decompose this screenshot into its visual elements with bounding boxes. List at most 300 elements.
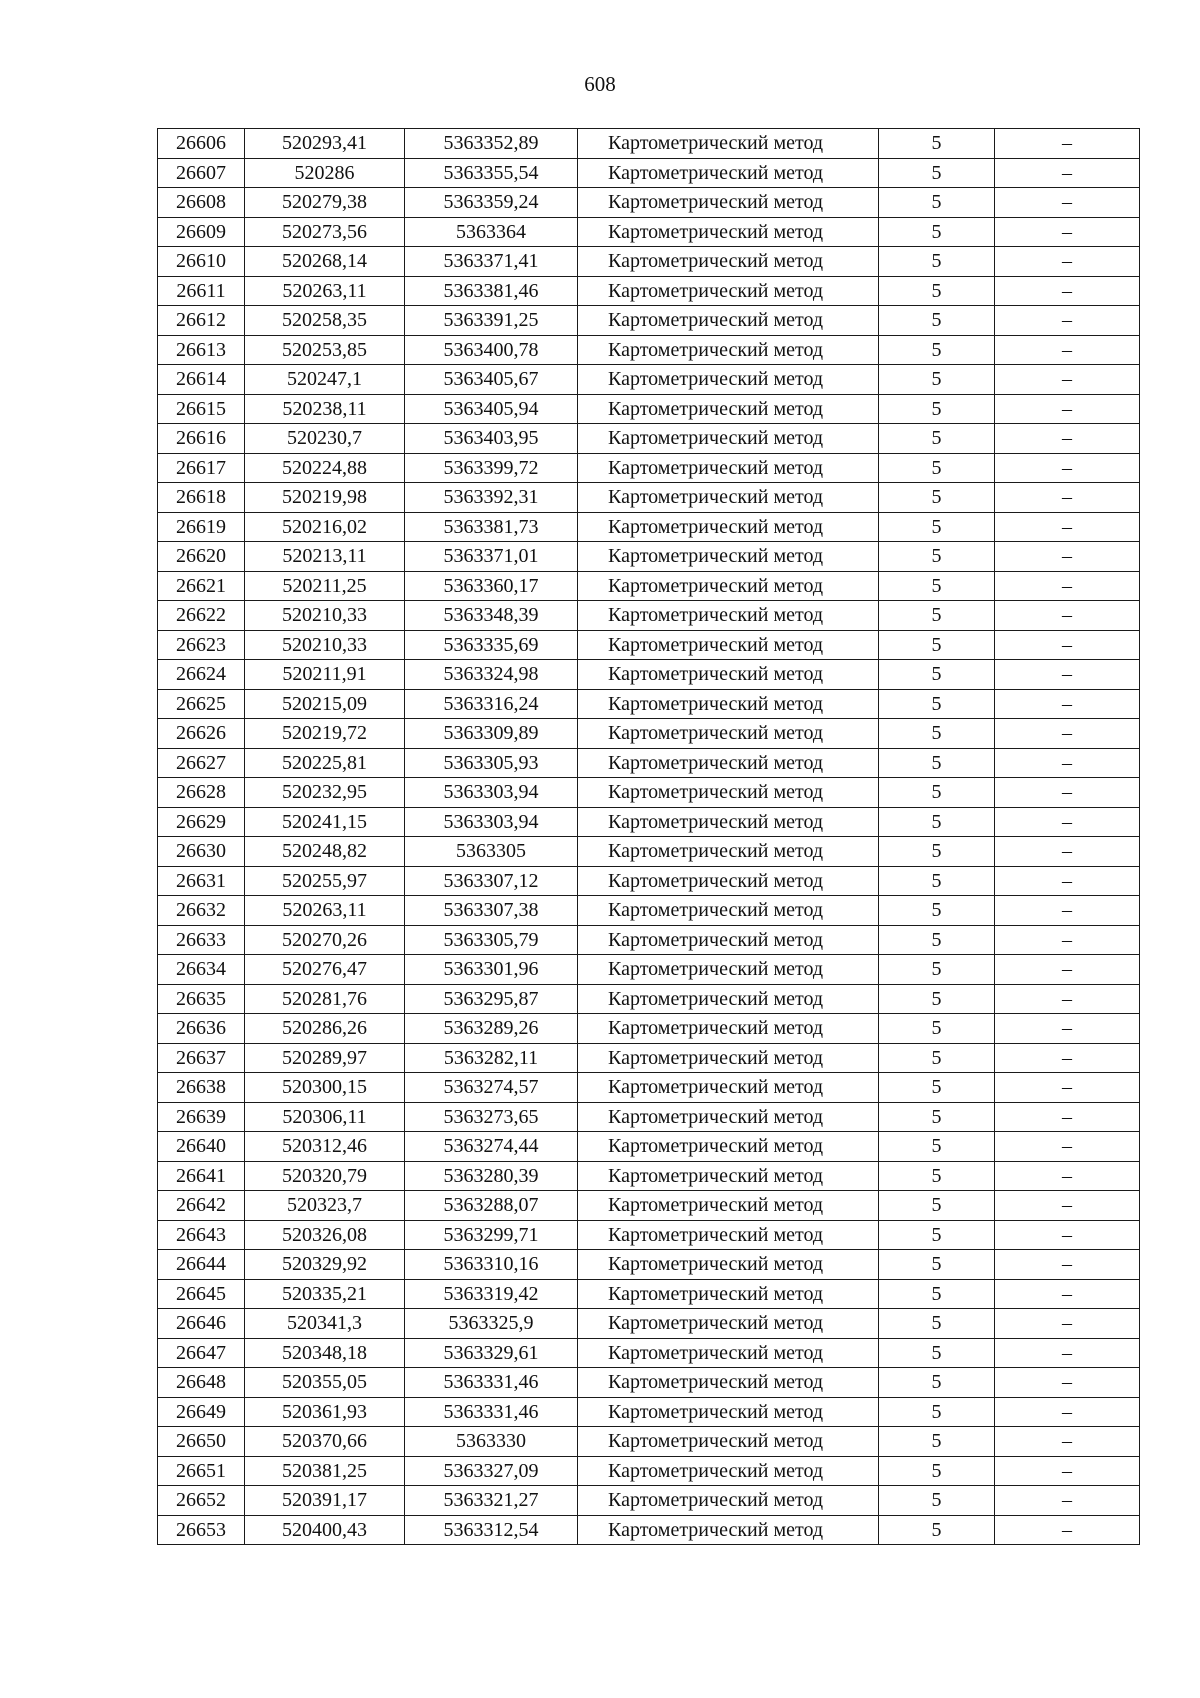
table-row (158, 660, 1140, 690)
point-number-cell: 26653 (158, 1515, 245, 1545)
x-coordinate-cell: 520219,98 (245, 483, 405, 513)
accuracy-cell: 5 (879, 424, 995, 454)
accuracy-cell: 5 (879, 1191, 995, 1221)
accuracy-cell: 5 (879, 984, 995, 1014)
table-row (158, 1515, 1140, 1545)
method-cell: Картометрический метод (578, 571, 879, 601)
accuracy-cell: 5 (879, 807, 995, 837)
point-number-cell: 26622 (158, 601, 245, 631)
table-row (158, 1132, 1140, 1162)
accuracy-cell: 5 (879, 542, 995, 572)
method-cell: Картометрический метод (578, 1515, 879, 1545)
description-cell: – (995, 571, 1140, 601)
method-cell: Картометрический метод (578, 217, 879, 247)
point-number-cell: 26624 (158, 660, 245, 690)
y-coordinate-cell: 5363364 (405, 217, 578, 247)
x-coordinate-cell: 520268,14 (245, 247, 405, 277)
y-coordinate-cell: 5363274,57 (405, 1073, 578, 1103)
table-row (158, 158, 1140, 188)
point-number-cell: 26606 (158, 129, 245, 159)
x-coordinate-cell: 520281,76 (245, 984, 405, 1014)
method-cell: Картометрический метод (578, 630, 879, 660)
point-number-cell: 26620 (158, 542, 245, 572)
y-coordinate-cell: 5363288,07 (405, 1191, 578, 1221)
y-coordinate-cell: 5363403,95 (405, 424, 578, 454)
description-cell: – (995, 807, 1140, 837)
accuracy-cell: 5 (879, 689, 995, 719)
method-cell: Картометрический метод (578, 1338, 879, 1368)
description-cell: – (995, 719, 1140, 749)
point-number-cell: 26615 (158, 394, 245, 424)
table-row (158, 925, 1140, 955)
method-cell: Картометрический метод (578, 601, 879, 631)
accuracy-cell: 5 (879, 1161, 995, 1191)
method-cell: Картометрический метод (578, 1368, 879, 1398)
accuracy-cell: 5 (879, 601, 995, 631)
y-coordinate-cell: 5363330 (405, 1427, 578, 1457)
description-cell: – (995, 424, 1140, 454)
y-coordinate-cell: 5363329,61 (405, 1338, 578, 1368)
point-number-cell: 26635 (158, 984, 245, 1014)
method-cell: Картометрический метод (578, 866, 879, 896)
y-coordinate-cell: 5363324,98 (405, 660, 578, 690)
table-row (158, 424, 1140, 454)
x-coordinate-cell: 520286,26 (245, 1014, 405, 1044)
y-coordinate-cell: 5363381,73 (405, 512, 578, 542)
point-number-cell: 26627 (158, 748, 245, 778)
table-row (158, 1309, 1140, 1339)
accuracy-cell: 5 (879, 1486, 995, 1516)
point-number-cell: 26632 (158, 896, 245, 926)
description-cell: – (995, 1250, 1140, 1280)
description-cell: – (995, 689, 1140, 719)
y-coordinate-cell: 5363391,25 (405, 306, 578, 336)
accuracy-cell: 5 (879, 1279, 995, 1309)
table-row (158, 453, 1140, 483)
y-coordinate-cell: 5363360,17 (405, 571, 578, 601)
description-cell: – (995, 1368, 1140, 1398)
accuracy-cell: 5 (879, 1368, 995, 1398)
table-row (158, 1102, 1140, 1132)
table-row (158, 955, 1140, 985)
description-cell: – (995, 748, 1140, 778)
description-cell: – (995, 129, 1140, 159)
table-row (158, 1397, 1140, 1427)
accuracy-cell: 5 (879, 719, 995, 749)
x-coordinate-cell: 520335,21 (245, 1279, 405, 1309)
method-cell: Картометрический метод (578, 1220, 879, 1250)
y-coordinate-cell: 5363371,41 (405, 247, 578, 277)
table-row (158, 1456, 1140, 1486)
accuracy-cell: 5 (879, 837, 995, 867)
description-cell: – (995, 1191, 1140, 1221)
point-number-cell: 26619 (158, 512, 245, 542)
y-coordinate-cell: 5363303,94 (405, 807, 578, 837)
table-row (158, 984, 1140, 1014)
method-cell: Картометрический метод (578, 129, 879, 159)
accuracy-cell: 5 (879, 365, 995, 395)
point-number-cell: 26623 (158, 630, 245, 660)
table-row (158, 542, 1140, 572)
description-cell: – (995, 778, 1140, 808)
point-number-cell: 26609 (158, 217, 245, 247)
x-coordinate-cell: 520213,11 (245, 542, 405, 572)
table-row (158, 1043, 1140, 1073)
description-cell: – (995, 837, 1140, 867)
accuracy-cell: 5 (879, 896, 995, 926)
x-coordinate-cell: 520306,11 (245, 1102, 405, 1132)
description-cell: – (995, 925, 1140, 955)
y-coordinate-cell: 5363282,11 (405, 1043, 578, 1073)
x-coordinate-cell: 520370,66 (245, 1427, 405, 1457)
method-cell: Картометрический метод (578, 424, 879, 454)
point-number-cell: 26647 (158, 1338, 245, 1368)
table-row (158, 1191, 1140, 1221)
description-cell: – (995, 1161, 1140, 1191)
y-coordinate-cell: 5363352,89 (405, 129, 578, 159)
method-cell: Картометрический метод (578, 1456, 879, 1486)
method-cell: Картометрический метод (578, 188, 879, 218)
x-coordinate-cell: 520241,15 (245, 807, 405, 837)
x-coordinate-cell: 520215,09 (245, 689, 405, 719)
x-coordinate-cell: 520273,56 (245, 217, 405, 247)
x-coordinate-cell: 520391,17 (245, 1486, 405, 1516)
x-coordinate-cell: 520286 (245, 158, 405, 188)
description-cell: – (995, 188, 1140, 218)
table-row (158, 1338, 1140, 1368)
description-cell: – (995, 866, 1140, 896)
table-row (158, 1220, 1140, 1250)
y-coordinate-cell: 5363274,44 (405, 1132, 578, 1162)
description-cell: – (995, 158, 1140, 188)
y-coordinate-cell: 5363307,38 (405, 896, 578, 926)
method-cell: Картометрический метод (578, 778, 879, 808)
description-cell: – (995, 1102, 1140, 1132)
accuracy-cell: 5 (879, 955, 995, 985)
accuracy-cell: 5 (879, 247, 995, 277)
description-cell: – (995, 247, 1140, 277)
y-coordinate-cell: 5363319,42 (405, 1279, 578, 1309)
table-row (158, 630, 1140, 660)
point-number-cell: 26649 (158, 1397, 245, 1427)
description-cell: – (995, 1515, 1140, 1545)
point-number-cell: 26608 (158, 188, 245, 218)
x-coordinate-cell: 520355,05 (245, 1368, 405, 1398)
point-number-cell: 26618 (158, 483, 245, 513)
y-coordinate-cell: 5363335,69 (405, 630, 578, 660)
x-coordinate-cell: 520326,08 (245, 1220, 405, 1250)
point-number-cell: 26645 (158, 1279, 245, 1309)
table-row (158, 483, 1140, 513)
table-row (158, 689, 1140, 719)
table-row (158, 1073, 1140, 1103)
method-cell: Картометрический метод (578, 689, 879, 719)
accuracy-cell: 5 (879, 1220, 995, 1250)
table-row (158, 217, 1140, 247)
x-coordinate-cell: 520348,18 (245, 1338, 405, 1368)
accuracy-cell: 5 (879, 866, 995, 896)
y-coordinate-cell: 5363399,72 (405, 453, 578, 483)
point-number-cell: 26650 (158, 1427, 245, 1457)
description-cell: – (995, 1043, 1140, 1073)
table-row (158, 601, 1140, 631)
method-cell: Картометрический метод (578, 1132, 879, 1162)
x-coordinate-cell: 520216,02 (245, 512, 405, 542)
y-coordinate-cell: 5363348,39 (405, 601, 578, 631)
point-number-cell: 26652 (158, 1486, 245, 1516)
coordinates-table-body (158, 129, 1140, 1545)
y-coordinate-cell: 5363405,94 (405, 394, 578, 424)
x-coordinate-cell: 520341,3 (245, 1309, 405, 1339)
y-coordinate-cell: 5363371,01 (405, 542, 578, 572)
point-number-cell: 26646 (158, 1309, 245, 1339)
x-coordinate-cell: 520247,1 (245, 365, 405, 395)
y-coordinate-cell: 5363392,31 (405, 483, 578, 513)
table-row (158, 807, 1140, 837)
method-cell: Картометрический метод (578, 1309, 879, 1339)
description-cell: – (995, 896, 1140, 926)
x-coordinate-cell: 520211,25 (245, 571, 405, 601)
table-row (158, 1161, 1140, 1191)
method-cell: Картометрический метод (578, 542, 879, 572)
y-coordinate-cell: 5363310,16 (405, 1250, 578, 1280)
accuracy-cell: 5 (879, 217, 995, 247)
x-coordinate-cell: 520323,7 (245, 1191, 405, 1221)
point-number-cell: 26642 (158, 1191, 245, 1221)
table-row (158, 512, 1140, 542)
y-coordinate-cell: 5363305,79 (405, 925, 578, 955)
point-number-cell: 26613 (158, 335, 245, 365)
point-number-cell: 26610 (158, 247, 245, 277)
accuracy-cell: 5 (879, 158, 995, 188)
point-number-cell: 26630 (158, 837, 245, 867)
accuracy-cell: 5 (879, 1456, 995, 1486)
method-cell: Картометрический метод (578, 896, 879, 926)
point-number-cell: 26607 (158, 158, 245, 188)
point-number-cell: 26617 (158, 453, 245, 483)
table-row (158, 866, 1140, 896)
point-number-cell: 26612 (158, 306, 245, 336)
method-cell: Картометрический метод (578, 394, 879, 424)
point-number-cell: 26614 (158, 365, 245, 395)
description-cell: – (995, 1073, 1140, 1103)
x-coordinate-cell: 520210,33 (245, 601, 405, 631)
y-coordinate-cell: 5363381,46 (405, 276, 578, 306)
description-cell: – (995, 365, 1140, 395)
table-row (158, 394, 1140, 424)
method-cell: Картометрический метод (578, 1014, 879, 1044)
description-cell: – (995, 1397, 1140, 1427)
table-row (158, 188, 1140, 218)
x-coordinate-cell: 520400,43 (245, 1515, 405, 1545)
description-cell: – (995, 1486, 1140, 1516)
accuracy-cell: 5 (879, 1515, 995, 1545)
table-row (158, 719, 1140, 749)
method-cell: Картометрический метод (578, 453, 879, 483)
description-cell: – (995, 276, 1140, 306)
method-cell: Картометрический метод (578, 1486, 879, 1516)
x-coordinate-cell: 520224,88 (245, 453, 405, 483)
description-cell: – (995, 512, 1140, 542)
accuracy-cell: 5 (879, 129, 995, 159)
table-row (158, 748, 1140, 778)
y-coordinate-cell: 5363273,65 (405, 1102, 578, 1132)
table-row (158, 1427, 1140, 1457)
x-coordinate-cell: 520258,35 (245, 306, 405, 336)
x-coordinate-cell: 520312,46 (245, 1132, 405, 1162)
method-cell: Картометрический метод (578, 1043, 879, 1073)
method-cell: Картометрический метод (578, 247, 879, 277)
x-coordinate-cell: 520289,97 (245, 1043, 405, 1073)
description-cell: – (995, 1279, 1140, 1309)
x-coordinate-cell: 520293,41 (245, 129, 405, 159)
table-row (158, 365, 1140, 395)
description-cell: – (995, 1427, 1140, 1457)
table-row (158, 247, 1140, 277)
x-coordinate-cell: 520255,97 (245, 866, 405, 896)
y-coordinate-cell: 5363303,94 (405, 778, 578, 808)
method-cell: Картометрический метод (578, 158, 879, 188)
method-cell: Картометрический метод (578, 1279, 879, 1309)
table-row (158, 896, 1140, 926)
y-coordinate-cell: 5363307,12 (405, 866, 578, 896)
description-cell: – (995, 1338, 1140, 1368)
y-coordinate-cell: 5363295,87 (405, 984, 578, 1014)
method-cell: Картометрический метод (578, 955, 879, 985)
description-cell: – (995, 394, 1140, 424)
method-cell: Картометрический метод (578, 1102, 879, 1132)
table-row (158, 837, 1140, 867)
x-coordinate-cell: 520232,95 (245, 778, 405, 808)
accuracy-cell: 5 (879, 748, 995, 778)
accuracy-cell: 5 (879, 1427, 995, 1457)
x-coordinate-cell: 520263,11 (245, 896, 405, 926)
table-row (158, 1014, 1140, 1044)
y-coordinate-cell: 5363309,89 (405, 719, 578, 749)
accuracy-cell: 5 (879, 1043, 995, 1073)
method-cell: Картометрический метод (578, 512, 879, 542)
description-cell: – (995, 335, 1140, 365)
method-cell: Картометрический метод (578, 1073, 879, 1103)
method-cell: Картометрический метод (578, 925, 879, 955)
point-number-cell: 26643 (158, 1220, 245, 1250)
accuracy-cell: 5 (879, 483, 995, 513)
method-cell: Картометрический метод (578, 719, 879, 749)
point-number-cell: 26621 (158, 571, 245, 601)
method-cell: Картометрический метод (578, 1191, 879, 1221)
x-coordinate-cell: 520225,81 (245, 748, 405, 778)
page-number: 608 (584, 72, 616, 96)
method-cell: Картометрический метод (578, 335, 879, 365)
x-coordinate-cell: 520230,7 (245, 424, 405, 454)
point-number-cell: 26629 (158, 807, 245, 837)
x-coordinate-cell: 520300,15 (245, 1073, 405, 1103)
y-coordinate-cell: 5363359,24 (405, 188, 578, 218)
accuracy-cell: 5 (879, 660, 995, 690)
accuracy-cell: 5 (879, 1309, 995, 1339)
description-cell: – (995, 306, 1140, 336)
method-cell: Картометрический метод (578, 1250, 879, 1280)
accuracy-cell: 5 (879, 276, 995, 306)
point-number-cell: 26641 (158, 1161, 245, 1191)
method-cell: Картометрический метод (578, 984, 879, 1014)
accuracy-cell: 5 (879, 188, 995, 218)
accuracy-cell: 5 (879, 453, 995, 483)
description-cell: – (995, 984, 1140, 1014)
accuracy-cell: 5 (879, 306, 995, 336)
accuracy-cell: 5 (879, 394, 995, 424)
description-cell: – (995, 217, 1140, 247)
y-coordinate-cell: 5363331,46 (405, 1368, 578, 1398)
point-number-cell: 26616 (158, 424, 245, 454)
point-number-cell: 26637 (158, 1043, 245, 1073)
method-cell: Картометрический метод (578, 1397, 879, 1427)
description-cell: – (995, 660, 1140, 690)
description-cell: – (995, 542, 1140, 572)
method-cell: Картометрический метод (578, 365, 879, 395)
y-coordinate-cell: 5363325,9 (405, 1309, 578, 1339)
point-number-cell: 26636 (158, 1014, 245, 1044)
point-number-cell: 26651 (158, 1456, 245, 1486)
accuracy-cell: 5 (879, 1132, 995, 1162)
accuracy-cell: 5 (879, 1397, 995, 1427)
y-coordinate-cell: 5363355,54 (405, 158, 578, 188)
x-coordinate-cell: 520263,11 (245, 276, 405, 306)
description-cell: – (995, 1014, 1140, 1044)
description-cell: – (995, 630, 1140, 660)
y-coordinate-cell: 5363316,24 (405, 689, 578, 719)
point-number-cell: 26644 (158, 1250, 245, 1280)
description-cell: – (995, 453, 1140, 483)
accuracy-cell: 5 (879, 1014, 995, 1044)
accuracy-cell: 5 (879, 925, 995, 955)
method-cell: Картометрический метод (578, 1427, 879, 1457)
y-coordinate-cell: 5363280,39 (405, 1161, 578, 1191)
table-row (158, 335, 1140, 365)
table-row (158, 306, 1140, 336)
y-coordinate-cell: 5363301,96 (405, 955, 578, 985)
x-coordinate-cell: 520253,85 (245, 335, 405, 365)
x-coordinate-cell: 520329,92 (245, 1250, 405, 1280)
method-cell: Картометрический метод (578, 660, 879, 690)
table-row (158, 1486, 1140, 1516)
point-number-cell: 26631 (158, 866, 245, 896)
point-number-cell: 26628 (158, 778, 245, 808)
point-number-cell: 26633 (158, 925, 245, 955)
y-coordinate-cell: 5363305,93 (405, 748, 578, 778)
point-number-cell: 26626 (158, 719, 245, 749)
description-cell: – (995, 955, 1140, 985)
x-coordinate-cell: 520276,47 (245, 955, 405, 985)
y-coordinate-cell: 5363331,46 (405, 1397, 578, 1427)
point-number-cell: 26638 (158, 1073, 245, 1103)
accuracy-cell: 5 (879, 1338, 995, 1368)
y-coordinate-cell: 5363327,09 (405, 1456, 578, 1486)
accuracy-cell: 5 (879, 630, 995, 660)
x-coordinate-cell: 520248,82 (245, 837, 405, 867)
coordinates-table (157, 128, 1140, 1545)
table-row (158, 276, 1140, 306)
x-coordinate-cell: 520279,38 (245, 188, 405, 218)
x-coordinate-cell: 520210,33 (245, 630, 405, 660)
accuracy-cell: 5 (879, 778, 995, 808)
table-row (158, 778, 1140, 808)
accuracy-cell: 5 (879, 512, 995, 542)
description-cell: – (995, 1220, 1140, 1250)
x-coordinate-cell: 520238,11 (245, 394, 405, 424)
method-cell: Картометрический метод (578, 306, 879, 336)
accuracy-cell: 5 (879, 1102, 995, 1132)
